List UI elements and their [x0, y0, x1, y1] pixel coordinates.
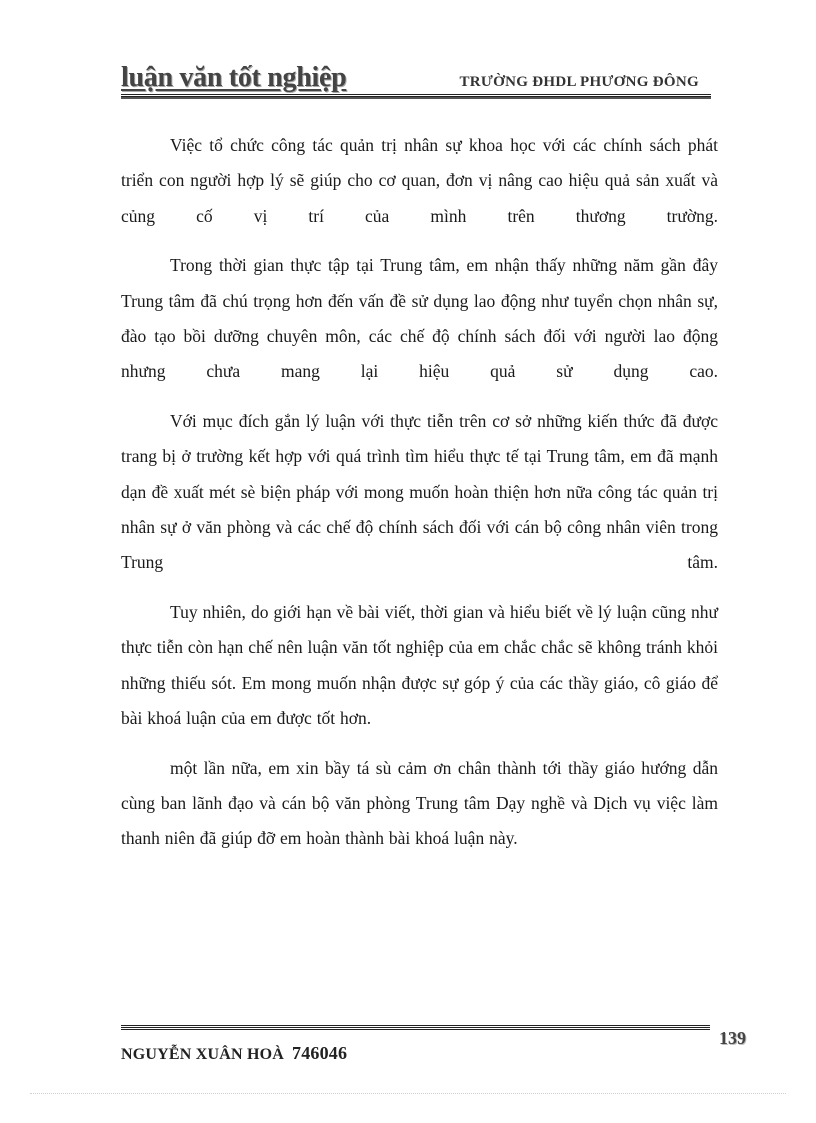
- body-text: [121, 128, 718, 871]
- paragraph-2: Trong thời gian thực tập tại Trung tâm, em nhận thấy những năm gần đây Trung tâm đã chú trọng hơn đến vấn đề sử dụng lao động như tuyển chọn nhân sự, đào tạo bồi dưỡng chuyên môn, các chế độ chính sách đối với người lao động nhưng chưa mang lại hiệu quả sử dụng cao.: [121, 255, 718, 382]
- university-name: TRƯỜNG ĐHDL PHƯƠNG ĐÔNG: [459, 74, 699, 90]
- page-number: 139: [719, 1028, 746, 1048]
- paragraph-3: Với mục đích gắn lý luận với thực tiễn trên cơ sở những kiến thức đã được trang bị ở trường kết hợp với quá trình tìm hiểu thực tế tại Trung tâm, em đã mạnh dạn đề xuất mét sè biện pháp với mong muốn hoàn thiện hơn nữa công tác quản trị nhân sự ở văn phòng và các chế độ chính sách đối với cán bộ công nhân viên trong Trung tâm.: [121, 410, 718, 573]
- header-divider: [121, 94, 711, 97]
- footer-author-line: [121, 1043, 347, 1064]
- paragraph-1: Việc tổ chức công tác quản trị nhân sự khoa học với các chính sách phát triển con người hợp lý sẽ giúp cho cơ quan, đơn vị nâng cao hiệu quả sản xuất và củng cố vị trí của mình trên thương trường.: [121, 135, 718, 226]
- paragraph-4: Tuy nhiên, do giới hạn về bài viết, thời gian và hiểu biết về lý luận cũng như thực tiễn còn hạn chế nên luận văn tốt nghiệp của em chắc chắc sẽ không tránh khỏi những thiếu sót. Em mong muốn nhận được sự góp ý của các thầy giáo, cô giáo để bài khoá luận của em được tốt hơn.: [121, 601, 718, 729]
- student-code: 746046: [292, 1043, 348, 1063]
- author-name: NGUYỄN XUÂN HOÀ: [121, 1046, 284, 1063]
- paragraph-5: một lần nữa, em xin bầy tá sù cảm ơn chân thành tới thầy giáo hướng dẫn cùng ban lãnh đạo và cán bộ văn phòng Trung tâm Dạy nghề và Dịch vụ việc làm thanh niên đã giúp đỡ em hoàn thành bài khoá luận này.: [121, 757, 718, 849]
- page-header: [121, 60, 711, 96]
- footer-divider: [121, 1025, 710, 1030]
- page-edge-dotted-line: [30, 1093, 786, 1094]
- thesis-title: luận văn tốt nghiệp: [121, 62, 347, 93]
